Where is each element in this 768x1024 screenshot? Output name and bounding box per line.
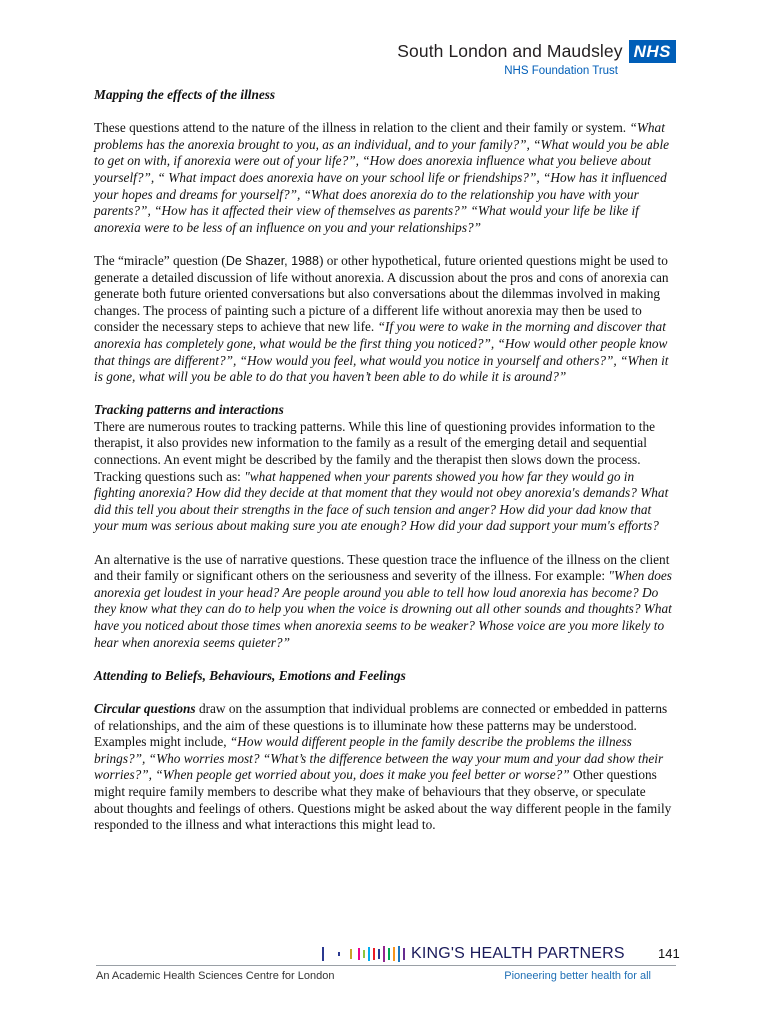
khp-bar [388, 948, 390, 960]
example-questions: “What problems has the anorexia brought to you, as an individual, and to your family?”, “What would you be able to get on with, if anorexia were out of your life?”, “How does anorexia influence what you believe about yourself?”, “ What impact does anorexia have on your school life or friendships?”, “How has it influenced your hopes and dreams for yourself?”, “What does anorexia do to the relationship you have with your parents?”, “How has it affected their view of themselves as parents?” “What would your life be like if anorexia were to be less of an influence on you and your relationships?” [94, 120, 670, 235]
khp-bar [368, 947, 370, 961]
khp-bar [358, 948, 360, 960]
page-header [397, 40, 676, 77]
citation: De Shazer, 1988 [225, 253, 319, 268]
footer-tagline-right: Pioneering better health for all [504, 970, 651, 982]
khp-bar [322, 947, 324, 961]
khp-logo [322, 945, 625, 963]
khp-bar [398, 946, 400, 962]
paragraph-text: These questions attend to the nature of the illness in relation to the client and their family or system. [94, 120, 627, 136]
paragraph-miracle-question [94, 253, 678, 386]
paragraph-text: The “miracle” question ( [94, 252, 226, 268]
khp-bar [363, 950, 365, 958]
khp-bar [373, 948, 375, 960]
org-line [397, 40, 676, 63]
term-circular-questions: Circular questions [94, 700, 196, 716]
document-body [94, 87, 678, 850]
nhs-logo: NHS [629, 40, 676, 63]
paragraph-text: draw on the assumption that individual problems are connected or embedded in patterns of relationships, and the aim of these questions is to illuminate how these patterns may be understood. Examples might include, [94, 700, 668, 750]
khp-bar [403, 948, 405, 960]
paragraph-circular [94, 701, 678, 834]
khp-bar [338, 952, 340, 956]
khp-bar [393, 947, 395, 961]
example-questions: "what happened when your parents showed you how far they would go in fighting anorexia? How did they decide at that moment that they would not obey anorexia's demands? What did this tell you about their strengths in the face of such tension and anger? How did your dad know that your mum was serious about making sure you ate enough? How did your dad support your mum's efforts? [94, 468, 669, 534]
trust-name: NHS Foundation Trust [504, 65, 618, 77]
khp-bar [383, 946, 385, 962]
paragraph-narrative [94, 552, 678, 652]
khp-bar [378, 949, 380, 959]
khp-logo-text: KING'S HEALTH PARTNERS [411, 945, 625, 962]
paragraph-text: ) or other hypothetical, future oriented questions might be used to generate a detailed discussion of life without anorexia. A discussion about the pros and cons of anorexia can generate both future oriented conversations but also conversations about the dilemmas involved in making changes. The process of painting such a picture of a different life without anorexia may then be used to consider the necessary steps to achieve that new life. [94, 252, 669, 335]
section-heading-beliefs: Attending to Beliefs, Behaviours, Emotions and Feelings [94, 667, 406, 683]
paragraph-mapping-questions [94, 120, 678, 236]
example-questions: "When does anorexia get loudest in your head? Are people around you able to tell how loud anorexia has become? Do they know what they can do to help you when the voice is drowning out all other sounds and thoughts? What have you noticed about those times when anorexia seems to be weaker? Whose voice are you more likely to hear when anorexia seems quieter?” [94, 568, 672, 650]
page-number: 141 [658, 946, 680, 961]
paragraph-tracking [94, 419, 678, 535]
example-questions: “How would different people in the family describe the problems the illness brings?”, “Who worries most? “What’s the difference between the way your mum and your dad show their worries?”, “When people get worried about you, does it make you feel better or worse?” [94, 734, 664, 783]
paragraph-text: There are numerous routes to tracking patterns. While this line of questioning provides information to the therapist, it also provides new information to the family as a result of the emerging detail and sequential connections. An event might be described by the family and the therapist then slows down the process. Tracking questions such as: [94, 418, 656, 484]
khp-bars-icon [322, 945, 408, 963]
section-heading-tracking: Tracking patterns and interactions [94, 402, 284, 418]
paragraph-text: Other questions might require family members to describe what they make of behaviours that they observe, or speculate about thoughts and feelings of others. Questions might be asked about the way different people in the family responded to the illness and what interactions this might lead to. [94, 767, 672, 833]
footer-divider [96, 965, 676, 966]
example-questions: “If you were to wake in the morning and discover that anorexia has completely gone, what would be the first thing you noticed?”, “How would other people know that things are different?”, “How would you feel, what would you notice in yourself and others?”, “When it is gone, what will you be able to do that you haven’t been able to do while it is around?” [94, 319, 669, 385]
section-heading-mapping: Mapping the effects of the illness [94, 87, 276, 102]
khp-bar [350, 949, 352, 959]
paragraph-text: An alternative is the use of narrative questions. These question trace the influence of the illness on the client and their family or significant others on the seriousness and severity of the illness. For example: [94, 551, 670, 584]
org-name: South London and Maudsley [397, 41, 623, 61]
footer-tagline-left: An Academic Health Sciences Centre for London [96, 970, 335, 982]
